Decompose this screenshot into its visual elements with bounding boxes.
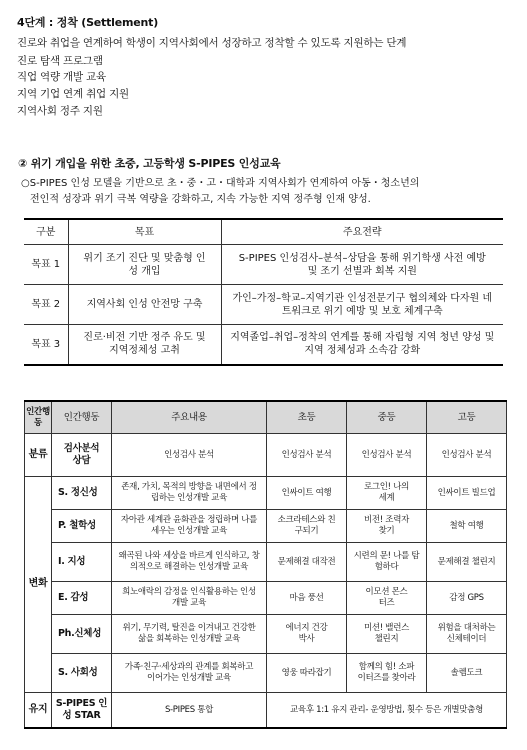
content-cell: 희노애락의 감정을 인식활용하는 인성개발 교육	[112, 582, 267, 615]
middle-cell: 인성검사 분석	[347, 434, 427, 477]
table-row	[25, 654, 507, 693]
table-row	[25, 693, 507, 729]
middle-cell: 로그인! 나의 세계	[347, 477, 427, 510]
table-row	[25, 582, 507, 615]
section-paragraph: 전인적 성장과 위기 극복 역량을 강화하고, 지속 가능한 지역 정주형 인재 양성.	[30, 194, 371, 205]
high-cell: 인성검사 분석	[427, 434, 507, 477]
content-cell: S-PIPES 통합	[112, 693, 267, 729]
elementary-cell: 인성검사 분석	[267, 434, 347, 477]
goal-header-cell: 구분	[24, 219, 68, 245]
header-cell: 초등	[267, 401, 347, 434]
header-cell: 중등	[347, 401, 427, 434]
elementary-cell: 인싸이트 여행	[267, 477, 347, 510]
content-cell: 존재, 가치, 목적의 방향을 내면에서 정립하는 인성개발 교육	[112, 477, 267, 510]
goal-row	[24, 285, 503, 325]
goal-strategy: S-PIPES 인성검사–분석–상담을 통해 위기학생 사전 예방 및 조기 선별과 회복 지원	[221, 245, 503, 285]
goal-objective: 지역사회 인성 안전망 구축	[68, 285, 221, 325]
elementary-cell: 소크라테스와 친구되기	[267, 510, 347, 543]
sub-label: E. 감성	[52, 582, 112, 615]
goal-header-cell: 주요전략	[221, 219, 503, 245]
header-cell: 인간행동	[52, 401, 112, 434]
sub-label: P. 철학성	[52, 510, 112, 543]
stage-line: 진로 탐색 프로그램	[17, 55, 103, 67]
high-cell: 솔렘도크	[427, 654, 507, 693]
goal-table	[24, 218, 503, 366]
group-label: 분류	[25, 434, 52, 477]
elementary-cell: 에너지 건강박사	[267, 615, 347, 654]
goal-header-cell: 목표	[68, 219, 221, 245]
table-row	[25, 510, 507, 543]
high-cell: 인싸이트 빌드업	[427, 477, 507, 510]
table-row	[25, 543, 507, 582]
stage-line: 진로와 취업을 연계하여 학생이 지역사회에서 성장하고 정착할 수 있도록 지원하는 단계	[17, 37, 407, 49]
section-paragraph: ○S-PIPES 인성 모델을 기반으로 초・중・고・대학과 지역사회가 연계하여 아동・청소년의	[21, 178, 420, 189]
stage-line: 지역 기업 연계 취업 지원	[17, 88, 129, 100]
goal-strategy: 가인–가정–학교–지역기관 인성전문기구 협의체와 다자원 네트워크로 위기 예방 및 보호 체계구축	[221, 285, 503, 325]
stage-title: 4단계 : 정착 (Settlement)	[17, 16, 159, 29]
goal-header-row	[24, 219, 503, 245]
section-title: ② 위기 개입을 위한 초중, 고등학생 S-PIPES 인성교육	[18, 157, 281, 170]
goal-row	[24, 325, 503, 365]
table-row	[25, 477, 507, 510]
goal-label: 목표 1	[24, 245, 68, 285]
goal-objective: 진로·비전 기반 정주 유도 및 지역정체성 고취	[68, 325, 221, 365]
content-cell: 인성검사 분석	[112, 434, 267, 477]
goal-label: 목표 3	[24, 325, 68, 365]
content-cell: 자아관 세계관 윤화관을 정립하며 나를 세우는 인성개발 교육	[112, 510, 267, 543]
middle-cell: 이모션 몬스터즈	[347, 582, 427, 615]
content-cell: 왜곡된 나와 세상을 바르게 인식하고, 창의적으로 해결하는 인성개발 교육	[112, 543, 267, 582]
header-cell: 주요내용	[112, 401, 267, 434]
header-cell: 인간행동	[25, 401, 52, 434]
high-cell: 위험을 대처하는 신체테이더	[427, 615, 507, 654]
elementary-cell: 영웅 따라잡기	[267, 654, 347, 693]
goal-objective: 위기 조기 진단 및 맞춤형 인성 개입	[68, 245, 221, 285]
program-table	[24, 400, 507, 729]
goal-row	[24, 245, 503, 285]
header-cell: 고등	[427, 401, 507, 434]
content-cell: 위기, 무기력, 탈진을 이겨내고 건강한 삶을 회복하는 인성개발 교육	[112, 615, 267, 654]
goal-label: 목표 2	[24, 285, 68, 325]
sub-label: I. 지성	[52, 543, 112, 582]
middle-cell: 비전! 조력자 찾기	[347, 510, 427, 543]
program-header-row	[25, 401, 507, 434]
stage-line: 직업 역량 개발 교육	[17, 71, 106, 83]
sub-label: 검사분석 상담	[52, 434, 112, 477]
middle-cell: 함께의 힘! 소파이터즈를 찾아라	[347, 654, 427, 693]
sub-label: S-PIPES 인성 STAR	[52, 693, 112, 729]
table-row	[25, 615, 507, 654]
middle-cell: 미션! 밸런스 챌린지	[347, 615, 427, 654]
maintenance-note: 교육후 1:1 유지 관리- 운영방법, 횟수 등은 개별맞춤형	[267, 693, 507, 729]
sub-label: S. 정신성	[52, 477, 112, 510]
elementary-cell: 마음 풍선	[267, 582, 347, 615]
content-cell: 가족·친구·세상과의 관계를 회복하고 이어가는 인성개발 교육	[112, 654, 267, 693]
table-row	[25, 434, 507, 477]
high-cell: 감정 GPS	[427, 582, 507, 615]
high-cell: 문제해결 챌린지	[427, 543, 507, 582]
sub-label: S. 사회성	[52, 654, 112, 693]
goal-strategy: 지역졸업–취업–정착의 연계를 통해 자립형 지역 청년 양성 및 지역 정체성과 소속감 강화	[221, 325, 503, 365]
group-label: 변화	[25, 477, 52, 693]
high-cell: 철학 여행	[427, 510, 507, 543]
middle-cell: 시련의 문! 나를 탐험하다	[347, 543, 427, 582]
elementary-cell: 문제해결 대작전	[267, 543, 347, 582]
group-label: 유지	[25, 693, 52, 729]
stage-line: 지역사회 정주 지원	[17, 105, 103, 117]
sub-label: Ph.신체성	[52, 615, 112, 654]
